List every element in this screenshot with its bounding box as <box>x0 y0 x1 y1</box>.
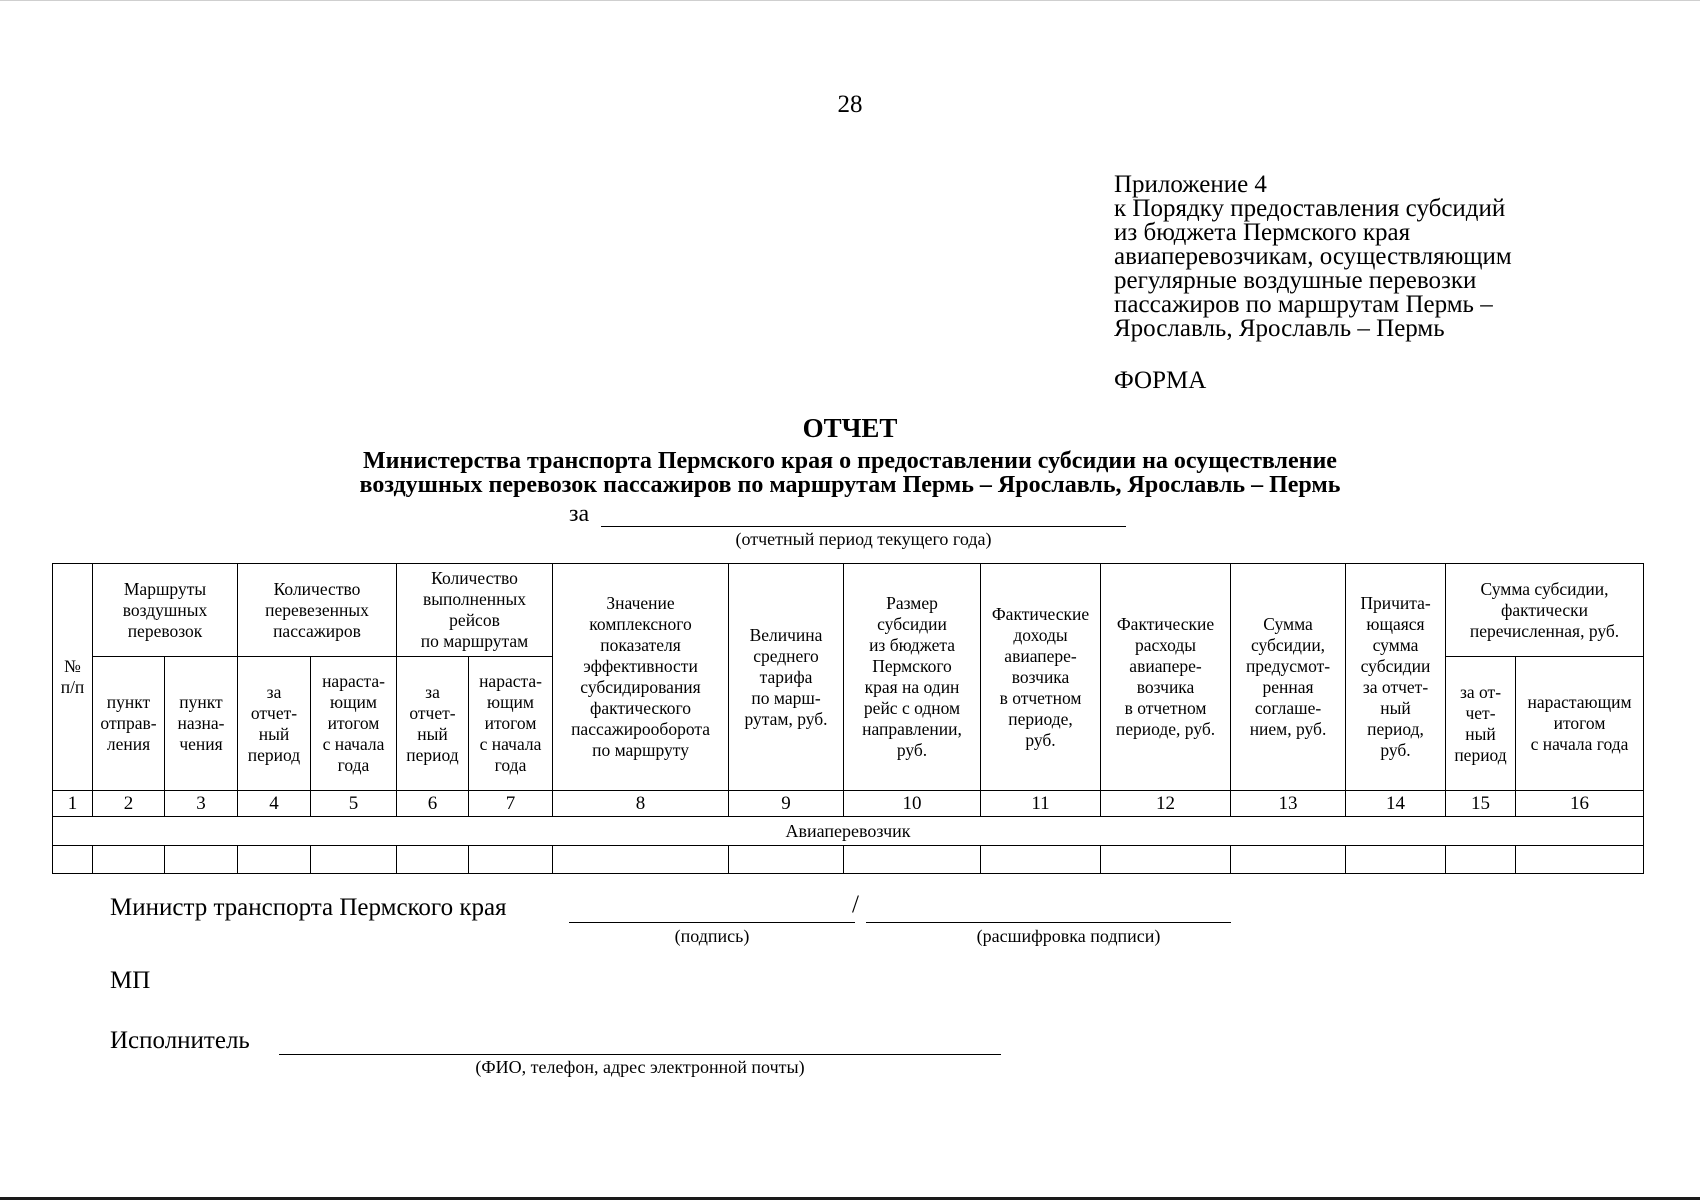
column-number: 12 <box>1101 791 1231 817</box>
period-label: за <box>569 501 590 527</box>
table-cell[interactable] <box>1446 846 1516 874</box>
header-tariff: Величина среднего тарифа по марш- рутам, руб. <box>729 564 844 791</box>
table-row <box>53 846 1644 874</box>
signature-line[interactable] <box>569 922 855 923</box>
table-cell[interactable] <box>1516 846 1644 874</box>
appendix-line: из бюджета Пермского края <box>1114 219 1411 246</box>
executor-label: Исполнитель <box>110 1027 250 1054</box>
appendix-line: Ярославль, Ярославль – Пермь <box>1114 315 1445 342</box>
header-flights-cumulative: нараста- ющим итогом с начала года <box>469 657 553 791</box>
table-cell[interactable] <box>469 846 553 874</box>
table-cell[interactable] <box>981 846 1101 874</box>
column-number: 4 <box>238 791 311 817</box>
page-number: 28 <box>837 91 863 118</box>
signature-hint: (подпись) <box>674 926 750 946</box>
carrier-row <box>53 817 1644 846</box>
column-number: 16 <box>1516 791 1644 817</box>
stamp-label: МП <box>110 967 151 994</box>
signature-slash: / <box>852 891 859 918</box>
header-flights: Количество выполненных рейсов по маршрутам <box>397 564 553 657</box>
column-numbers-row <box>53 791 1644 817</box>
header-num: № п/п <box>53 564 93 791</box>
header-pass-period: за отчет- ный период <box>238 657 311 791</box>
table-cell[interactable] <box>1346 846 1446 874</box>
carrier-label: Авиаперевозчик <box>53 817 1644 846</box>
header-routes: Маршруты воздушных перевозок <box>93 564 238 657</box>
executor-line[interactable] <box>279 1054 1001 1055</box>
header-flights-period: за отчет- ный период <box>397 657 469 791</box>
column-number: 6 <box>397 791 469 817</box>
header-passengers: Количество перевезенных пассажиров <box>238 564 397 657</box>
header-transferred-cumulative: нарастающим итогом с начала года <box>1516 657 1644 791</box>
column-number: 10 <box>844 791 981 817</box>
header-income: Фактические доходы авиапере- возчика в отчетном периоде, руб. <box>981 564 1101 791</box>
appendix-line: к Порядку предоставления субсидий <box>1114 195 1506 222</box>
column-number: 2 <box>93 791 165 817</box>
appendix-note <box>1114 173 1512 341</box>
header-transferred: Сумма субсидии, фактически перечисленная, руб. <box>1446 564 1644 657</box>
header-pass-cumulative: нараста- ющим итогом с начала года <box>311 657 397 791</box>
signature-decode-line[interactable] <box>866 922 1231 923</box>
subtitle-line-1: Министерства транспорта Пермского края о предоставлении субсидии на осуществление <box>363 448 1337 474</box>
appendix-line: Приложение 4 <box>1114 171 1267 198</box>
report-subtitle <box>0 449 1700 497</box>
header-due: Причита- ющаяся сумма субсидии за отчет- ный период, руб. <box>1346 564 1446 791</box>
table-cell[interactable] <box>238 846 311 874</box>
column-number: 15 <box>1446 791 1516 817</box>
column-number: 5 <box>311 791 397 817</box>
table-cell[interactable] <box>1231 846 1346 874</box>
column-number: 3 <box>165 791 238 817</box>
period-blank-line[interactable] <box>601 526 1126 527</box>
column-number: 14 <box>1346 791 1446 817</box>
minister-signature-label: Министр транспорта Пермского края <box>110 894 507 921</box>
executor-hint: (ФИО, телефон, адрес электронной почты) <box>475 1057 805 1077</box>
table-cell[interactable] <box>729 846 844 874</box>
header-expenses: Фактические расходы авиапере- возчика в отчетном периоде, руб. <box>1101 564 1231 791</box>
header-subsidy-size: Размер субсидии из бюджета Пермского края на один рейс с одном направлении, руб. <box>844 564 981 791</box>
table-cell[interactable] <box>93 846 165 874</box>
column-number: 8 <box>553 791 729 817</box>
table-cell[interactable] <box>553 846 729 874</box>
table-cell[interactable] <box>844 846 981 874</box>
column-number: 7 <box>469 791 553 817</box>
table-cell[interactable] <box>1101 846 1231 874</box>
appendix-line: пассажиров по маршрутам Пермь – <box>1114 291 1493 318</box>
header-indicator: Значение комплексного показателя эффективности субсидирования фактического пассажирооборота по маршруту <box>553 564 729 791</box>
table-cell[interactable] <box>311 846 397 874</box>
header-planned: Сумма субсидии, предусмот- ренная соглаше- нием, руб. <box>1231 564 1346 791</box>
column-number: 13 <box>1231 791 1346 817</box>
header-destination: пункт назна- чения <box>165 657 238 791</box>
header-departure: пункт отправ- ления <box>93 657 165 791</box>
header-transferred-period: за от- чет- ный период <box>1446 657 1516 791</box>
table-cell[interactable] <box>397 846 469 874</box>
signature-decode-hint: (расшифровка подписи) <box>976 926 1161 946</box>
table-cell[interactable] <box>53 846 93 874</box>
column-number: 1 <box>53 791 93 817</box>
report-table <box>52 563 1644 874</box>
column-number: 9 <box>729 791 844 817</box>
subtitle-line-2: воздушных перевозок пассажиров по маршрутам Пермь – Ярославль, Ярославль – Пермь <box>359 472 1341 498</box>
report-title: ОТЧЕТ <box>802 413 898 443</box>
form-label: ФОРМА <box>1114 367 1207 394</box>
period-hint: (отчетный период текущего года) <box>735 529 992 549</box>
appendix-line: регулярные воздушные перевозки <box>1114 267 1477 294</box>
table-cell[interactable] <box>165 846 238 874</box>
column-number: 11 <box>981 791 1101 817</box>
appendix-line: авиаперевозчикам, осуществляющим <box>1114 243 1512 270</box>
